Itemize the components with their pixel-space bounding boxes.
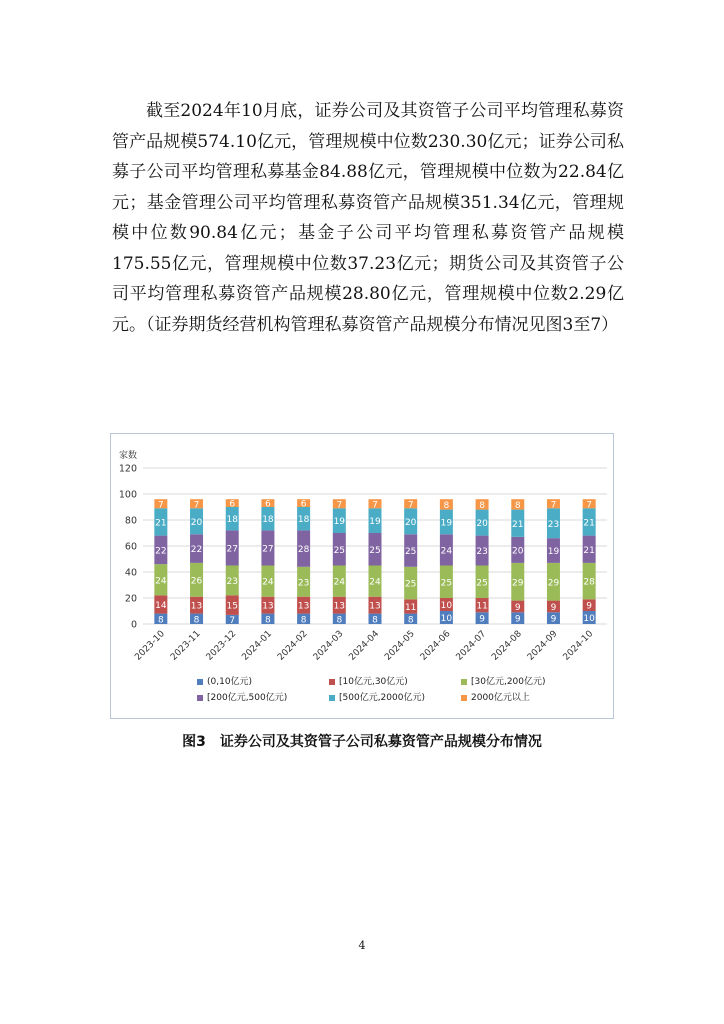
data-label: 25 [404, 547, 417, 558]
data-label: 9 [550, 602, 557, 613]
y-axis-label: 家数 [119, 451, 138, 461]
x-tick-label: 2024-06 [418, 629, 453, 663]
data-label: 18 [297, 515, 310, 526]
data-label: 23 [226, 576, 238, 587]
body-paragraph [112, 96, 624, 340]
data-label: 24 [333, 577, 346, 588]
y-tick-label: 100 [118, 489, 137, 501]
legend-swatch [461, 695, 467, 701]
y-tick-label: 0 [130, 619, 137, 631]
data-label: 20 [476, 519, 488, 530]
data-label: 25 [333, 545, 346, 556]
figure-chart [110, 433, 614, 719]
data-label: 8 [300, 615, 307, 626]
legend-swatch [197, 679, 203, 685]
legend-swatch [329, 679, 335, 685]
data-label: 23 [547, 519, 560, 530]
legend-swatch [197, 695, 203, 701]
data-label: 8 [372, 615, 378, 626]
data-label: 26 [190, 576, 203, 587]
legend-item [461, 674, 546, 687]
data-label: 9 [479, 614, 485, 625]
x-tick-label: 2024-02 [276, 629, 310, 663]
data-label: 27 [226, 544, 238, 555]
data-label: 8 [265, 615, 271, 626]
y-tick-label: 80 [124, 515, 137, 527]
data-label: 22 [190, 545, 203, 556]
data-label: 25 [404, 579, 417, 590]
data-label: 13 [190, 601, 203, 612]
data-label: 20 [512, 546, 524, 557]
legend-item [197, 674, 252, 687]
data-label: 25 [476, 578, 488, 589]
x-tick-label: 2024-09 [525, 629, 560, 663]
data-label: 20 [190, 517, 203, 528]
data-label: 14 [155, 601, 167, 611]
data-label: 8 [336, 615, 343, 626]
data-label: 22 [155, 546, 167, 557]
data-label: 18 [262, 515, 274, 526]
data-label: 9 [586, 601, 593, 612]
legend-label: [500亿元,2000亿元) [339, 693, 425, 703]
data-label: 24 [155, 576, 167, 587]
data-label: 28 [583, 577, 595, 588]
data-label: 23 [297, 578, 310, 589]
data-label: 29 [547, 578, 560, 589]
x-tick-label: 2023-10 [133, 629, 167, 663]
data-label: 29 [512, 578, 524, 589]
data-label: 19 [440, 518, 453, 529]
data-label: 7 [157, 500, 164, 511]
data-label: 13 [369, 601, 381, 612]
legend-item [197, 690, 287, 703]
legend-item [329, 690, 425, 703]
x-tick-label: 2024-10 [561, 629, 596, 663]
data-label: 15 [226, 601, 238, 612]
legend-item [461, 690, 530, 703]
data-label: 7 [193, 500, 200, 511]
legend-swatch [461, 679, 467, 685]
data-label: 9 [514, 614, 521, 625]
data-label: 28 [297, 545, 310, 556]
data-label: 24 [440, 546, 453, 557]
data-label: 7 [372, 500, 378, 511]
data-label: 6 [300, 499, 307, 510]
data-label: 27 [262, 544, 274, 555]
legend-label: (0,10亿元) [207, 677, 253, 687]
data-label: 8 [157, 615, 164, 626]
data-label: 20 [404, 517, 417, 528]
y-tick-label: 120 [118, 463, 137, 475]
data-label: 8 [514, 500, 521, 511]
data-label: 13 [297, 601, 310, 612]
paragraph-text: 截至2024年10月底，证券公司及其资管子公司平均管理私募资管产品规模574.10亿元，管理规模中位数230.30亿元；证券公司私募子公司平均管理私募基金84.88亿元，管理规模中位数为22.84亿元；基金管理公司平均管理私募资管产品规模351.34亿元，管理规模中位数90.84亿元；基金子公司平均管理私募资管产品规模175.55亿元，管理规模中位数37.23亿元；期货公司及其资管子公司平均管理私募资管产品规模28.80亿元，管理规模中位数2.29亿元。（证券期货经营机构管理私募资管产品规模分布情况见图3至7） [112, 101, 624, 335]
data-label: 8 [407, 615, 414, 626]
data-label: 7 [550, 500, 557, 511]
data-label: 21 [583, 545, 595, 556]
data-label: 13 [262, 601, 274, 612]
data-label: 8 [193, 615, 200, 626]
data-label: 25 [440, 578, 453, 589]
page-number: 4 [358, 939, 366, 952]
y-tick-label: 40 [124, 567, 137, 579]
data-label: 24 [369, 577, 381, 588]
legend-label: [200亿元,500亿元) [207, 693, 288, 703]
x-tick-label: 2024-05 [383, 629, 417, 663]
x-tick-label: 2024-03 [311, 629, 346, 663]
data-label: 21 [155, 518, 167, 529]
data-label: 19 [547, 547, 560, 558]
data-label: 8 [443, 500, 450, 511]
data-label: 24 [262, 577, 274, 588]
x-tick-label: 2024-07 [454, 629, 489, 663]
x-tick-label: 2024-08 [490, 629, 524, 663]
data-label: 6 [229, 499, 236, 510]
legend-label: [30亿元,200亿元) [471, 677, 546, 687]
figure-number: 图3 [182, 734, 206, 750]
data-label: 7 [407, 500, 414, 511]
data-label: 10 [583, 614, 595, 624]
x-tick-label: 2023-11 [168, 629, 203, 663]
legend-label: [10亿元,30亿元) [339, 677, 408, 687]
x-tick-label: 2023-12 [204, 629, 239, 663]
x-tick-label: 2024-01 [240, 629, 275, 663]
data-label: 6 [265, 499, 271, 510]
y-tick-label: 20 [124, 593, 137, 605]
legend-label: 2000亿元以上 [471, 693, 530, 703]
data-label: 9 [550, 614, 557, 625]
figure-caption [0, 731, 724, 751]
data-label: 19 [369, 517, 381, 528]
data-label: 7 [229, 615, 236, 626]
data-label: 11 [476, 601, 488, 612]
legend-item [329, 674, 408, 687]
data-label: 9 [514, 602, 521, 613]
data-label: 21 [512, 519, 524, 530]
data-label: 21 [583, 518, 595, 529]
data-label: 8 [479, 500, 485, 511]
data-label: 7 [336, 500, 343, 511]
data-label: 18 [226, 515, 238, 526]
data-label: 10 [440, 601, 453, 611]
y-tick-label: 60 [124, 541, 137, 553]
data-label: 23 [476, 547, 488, 558]
x-tick-label: 2024-04 [347, 629, 382, 663]
data-label: 13 [333, 601, 346, 612]
data-label: 19 [333, 517, 346, 528]
data-label: 25 [369, 545, 381, 556]
data-label: 7 [586, 500, 593, 511]
legend-swatch [329, 695, 335, 701]
data-label: 11 [404, 602, 417, 613]
data-label: 10 [440, 614, 453, 624]
figure-caption-text: 证券公司及其资管子公司私募资管产品规模分布情况 [219, 734, 542, 750]
